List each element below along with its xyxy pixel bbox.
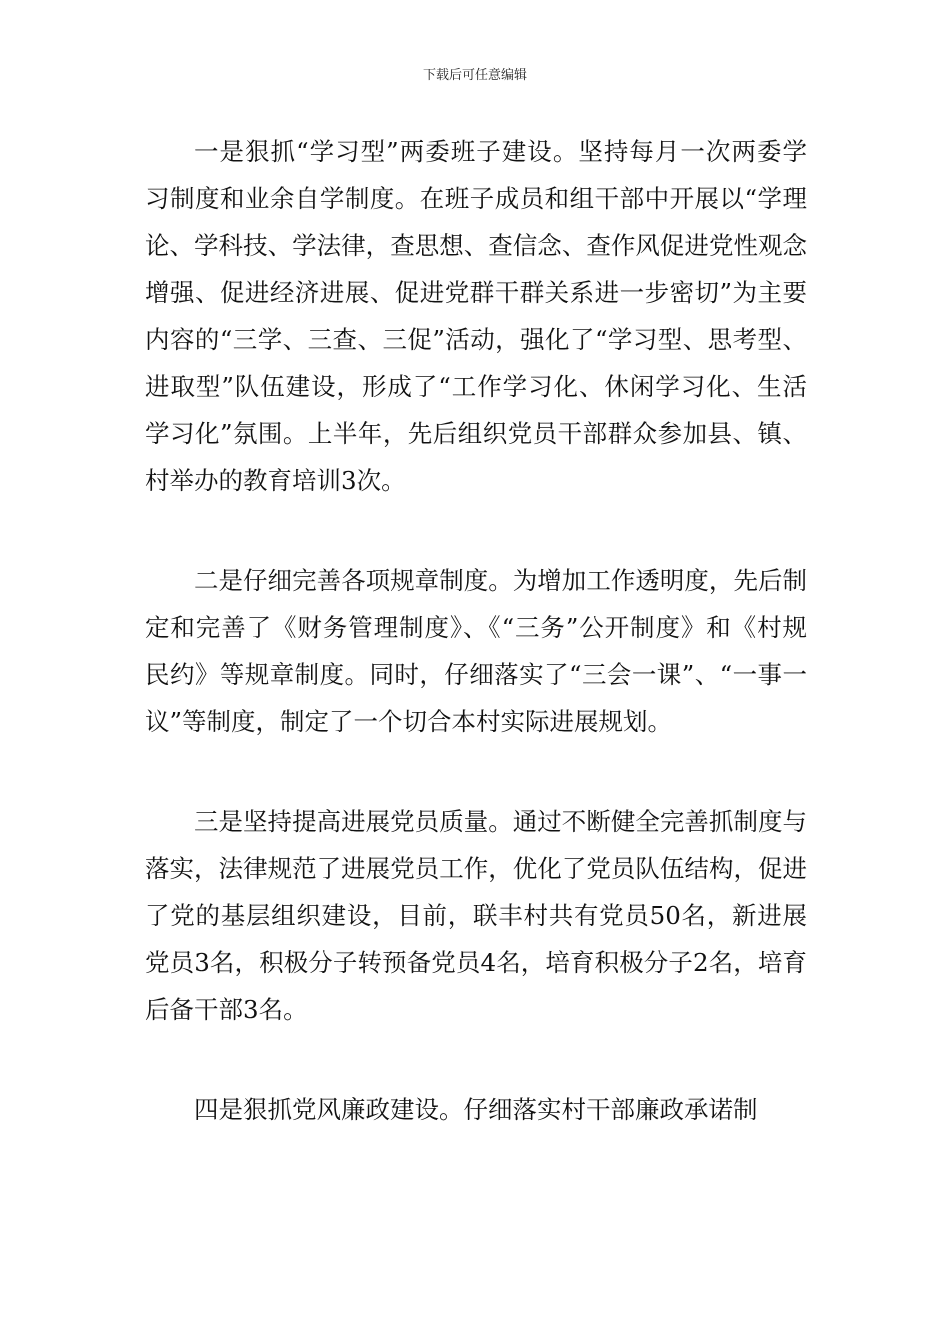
page-header: 下载后可任意编辑 bbox=[422, 68, 527, 83]
paragraph-gap bbox=[145, 504, 807, 557]
paragraph-gap bbox=[145, 745, 807, 798]
paragraph-4: 四是狠抓党风廉政建设。仔细落实村干部廉政承诺制 bbox=[194, 1095, 758, 1124]
document-body bbox=[145, 128, 807, 1133]
paragraph-gap bbox=[145, 1033, 807, 1086]
paragraph-3: 三是坚持提高进展党员质量。通过不断健全完善抓制度与落实，法律规范了进展党员工作，优化了党员队伍结构，促进了党的基层组织建设，目前，联丰村共有党员50名，新进展党员3名，积极分子转预备党员4名，培育积极分子2名，培育后备干部3名。 bbox=[145, 807, 807, 1024]
paragraph-1: 一是狠抓“学习型”两委班子建设。坚持每月一次两委学习制度和业余自学制度。在班子成员和组干部中开展以“学理论、学科技、学法律，查思想、查信念、查作风促进党性观念增强、促进经济进展、促进党群干群关系进一步密切”为主要内容的“三学、三查、三促”活动，强化了“学习型、思考型、进取型”队伍建设，形成了“工作学习化、休闲学习化、生活学习化”氛围。上半年，先后组织党员干部群众参加县、镇、村举办的教育培训3次。 bbox=[145, 137, 807, 495]
paragraph-2: 二是仔细完善各项规章制度。为增加工作透明度，先后制定和完善了《财务管理制度》、《“三务”公开制度》和《村规民约》等规章制度。同时，仔细落实了“三会一课”、“一事一议”等制度，制定了一个切合本村实际进展规划。 bbox=[145, 566, 807, 736]
